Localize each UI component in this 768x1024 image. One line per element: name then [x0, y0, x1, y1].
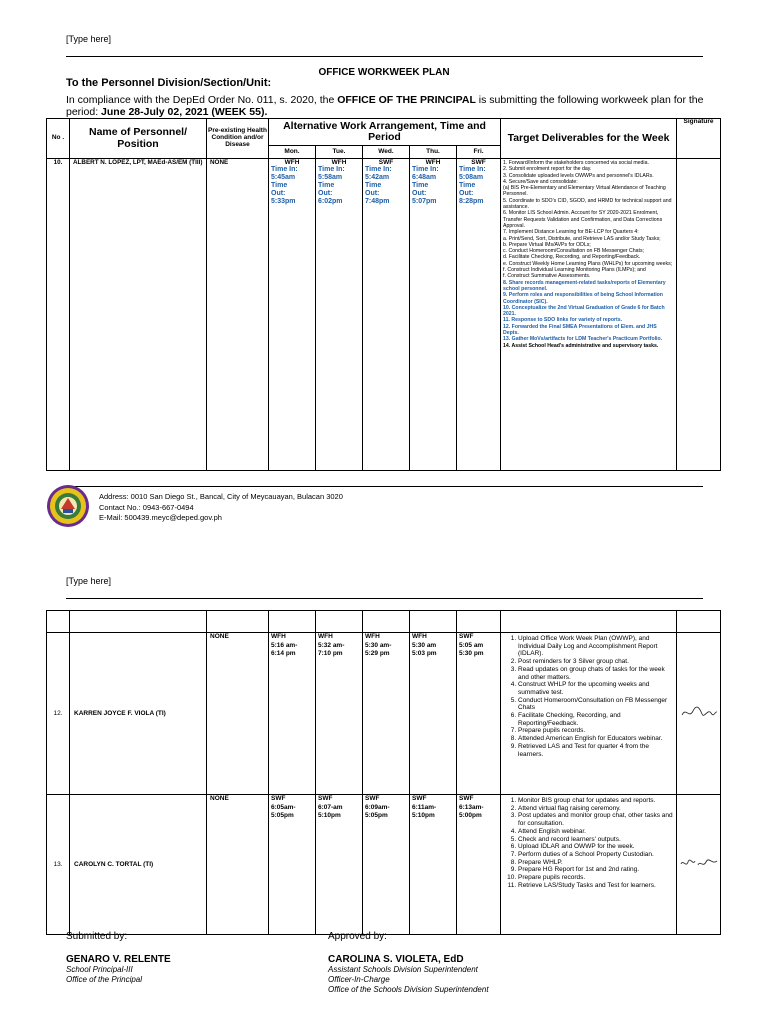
intro-office: OFFICE OF THE PRINCIPAL [337, 94, 476, 106]
arrangement-label: SWF [459, 633, 474, 640]
time-line: 5:05 am [459, 641, 484, 649]
deliverable-item: 9. Prepare HG Report for 1st and 2nd rating. [518, 866, 674, 874]
time-line: 5:10pm [412, 812, 435, 819]
personnel-name: ALBERT N. LOPEZ, LPT, MAEd-AS/EM (TIII) [70, 159, 207, 471]
approved-label: Approved by: [328, 931, 387, 942]
time-line: Time [459, 182, 476, 189]
deliverable-item: 14. Assist School Head's administrative and supervisory tasks. [503, 342, 659, 349]
workweek-table-2 [46, 610, 721, 935]
deliverables-list [503, 635, 674, 758]
empty-cell [207, 611, 269, 633]
header-target: Target Deliverables for the Week [501, 119, 677, 159]
deliverable-item: 7. Implement Distance Learning for BE-LCP for Quarters 4: [503, 229, 639, 236]
deliverable-item: 10. Conceptualize the 2nd Virtual Graduation of Grade 6 for Batch 2021. [503, 304, 665, 318]
time-line: 5:30 am- [365, 641, 392, 649]
time-line: 5:45am [271, 174, 296, 181]
time-line: Time In: [365, 166, 392, 173]
time-line: 5:10pm [318, 812, 341, 819]
empty-cell [47, 611, 70, 633]
tue-cell [316, 795, 363, 935]
signature-scribble-icon [679, 856, 719, 872]
arrangement-label: SWF [318, 795, 333, 802]
row-number: 13. [47, 795, 70, 935]
time-line: 6:48am [412, 174, 437, 181]
intro-text-2: is submitting the following workweek plan for the period: [66, 94, 704, 118]
time-schedule [316, 166, 362, 206]
thu-cell [410, 633, 457, 795]
to-line: To the Personnel Division/Section/Unit: [66, 77, 272, 89]
personnel-name: KARREN JOYCE F. VIOLA (TI) [70, 633, 207, 795]
time-line: 6:07-am [318, 803, 343, 811]
time-schedule [363, 166, 409, 206]
deliverable-item: 1. Forward/Inform the stakeholders concerned via social media. [503, 160, 649, 166]
deliverable-item: 8. Share records management-related tasks/reports of Elementary school personnel. [503, 279, 666, 292]
row-number: 10. [47, 159, 70, 471]
deliverable-item: 5. Coordinate to SDO's CID, SGOD, and HRMD for technical support and assistance. [503, 197, 672, 211]
deliverable-item: e. Construct Weekly Home Learning Plans (WHLPs) for upcoming weeks; [503, 260, 673, 267]
school-seal-icon [46, 484, 90, 528]
time-line: 6:02pm [318, 198, 343, 205]
time-line: Time In: [459, 166, 486, 173]
deliverable-item: c. Conduct Homeroom/Consultation on FB Messenger Chats; [503, 248, 644, 255]
tue-cell [316, 633, 363, 795]
deliverable-item: 13. Gather MoVs/artifacts for LDM Teacher's Practicum Portfolio. [503, 336, 663, 343]
time-line: 5:00pm [459, 812, 482, 819]
time-line: 5:30 pm [459, 650, 484, 657]
time-line: 7:48pm [365, 198, 390, 205]
deliverable-item: f. Construct Individual Learning Monitoring Plans (ILMPs); and [503, 267, 646, 274]
table-row [47, 159, 721, 471]
fri-cell [457, 633, 501, 795]
type-here-header-2: [Type here] [66, 576, 112, 586]
intro-text-1: In compliance with the DepEd Order No. 011, s. 2020, the [66, 94, 338, 106]
submitted-block [66, 931, 171, 985]
submitted-office: Office of the Principal [66, 975, 143, 984]
time-line: 5:33pm [271, 198, 296, 205]
table-row [47, 795, 721, 935]
header-signature: Signature [677, 119, 721, 159]
header-alt-work: Alternative Work Arrangement, Time and Period [269, 119, 501, 146]
deliverables-blue-list [503, 280, 674, 343]
time-line: Time [365, 182, 382, 189]
header-no: No . [47, 119, 70, 159]
deliverable-item: 7. Perform duties of a School Property Custodian. [518, 851, 674, 859]
approved-oic: Officer-In-Charge [328, 975, 390, 984]
header-day-thu: Thu. [410, 146, 457, 159]
health-condition: NONE [207, 795, 269, 935]
header-day-fri: Fri. [457, 146, 501, 159]
deliverable-item: 6. Monitor LIS School Admin. Account for SY 2020-2021 Enrolment, Transfer Requests Validation and Confirmation, and Data Corrections Approval. [503, 210, 663, 229]
arrangement-label: WFH [425, 159, 441, 166]
row-number: 12. [47, 633, 70, 795]
signature-cell [677, 633, 721, 795]
arrangement-label: WFH [284, 159, 300, 166]
arrangement-label: WFH [412, 633, 427, 640]
deliverables-black-list [503, 160, 674, 280]
arrangement-label: WFH [271, 633, 286, 640]
address-line: Address: 0010 San Diego St., Bancal, City of Meycauayan, Bulacan 3020 [99, 492, 343, 501]
target-deliverables [501, 159, 677, 471]
deliverable-item: 2. Post reminders for 3 Silver group chat. [518, 658, 674, 666]
deliverable-item: 9. Perform roles and responsibilities of being School Information Coordinator (SIC). [503, 292, 663, 305]
mon-cell [269, 795, 316, 935]
table-row [47, 633, 721, 795]
arrangement-label: SWF [412, 795, 427, 802]
deliverable-item: 3. Read updates on group chats of tasks for the week and other matters. [518, 666, 674, 681]
header-health: Pre-existing Health Condition and/or Disease [207, 119, 269, 159]
time-line: 5:32 am- [318, 641, 345, 649]
time-line: 5:07pm [412, 198, 437, 205]
empty-cell [677, 611, 721, 633]
time-line: Out: [318, 190, 333, 197]
header-rule-2 [66, 598, 703, 599]
empty-cell [70, 611, 207, 633]
approved-office: Office of the Schools Division Superintendent [328, 985, 489, 994]
type-here-header: [Type here] [66, 34, 112, 44]
arrangement-label: SWF [471, 159, 486, 166]
thu-cell [410, 795, 457, 935]
empty-cell [316, 611, 363, 633]
deliverables-list [503, 797, 674, 889]
deliverable-item: 4. Secure/Save and consolidate: [503, 178, 578, 185]
deliverable-item: 2. Attend virtual flag raising ceremony. [518, 805, 674, 813]
mon-cell [269, 159, 316, 471]
submitted-position: School Principal-III [66, 965, 133, 974]
time-line: 6:05am- [271, 803, 296, 811]
deliverable-item: 9. Retrieved LAS and Test for quarter 4 from the learners. [518, 743, 674, 758]
empty-cell [501, 611, 677, 633]
target-deliverables [501, 795, 677, 935]
deliverable-item: 12. Forwarded the Final SMEA Presentations of Elem. and JHS Depts. [503, 323, 657, 337]
mon-cell [269, 633, 316, 795]
empty-cell [363, 611, 410, 633]
deliverable-item: 10. Prepare pupils records. [518, 874, 674, 882]
deliverable-item: 8. Attended American English for Educators webinar. [518, 735, 674, 743]
arrangement-label: SWF [271, 795, 286, 802]
arrangement-label: SWF [365, 795, 380, 802]
deliverable-item: 1. Monitor BIS group chat for updates and reports. [518, 797, 674, 805]
time-line: Out: [412, 190, 427, 197]
signature-scribble-icon [680, 705, 718, 721]
time-line: Time [318, 182, 335, 189]
time-line: Out: [365, 190, 380, 197]
thu-cell [410, 159, 457, 471]
time-line: 5:08am [459, 174, 484, 181]
deliverable-item: 3. Post updates and monitor group chat, other tasks and for consultation. [518, 812, 674, 827]
time-line: 6:09am- [365, 803, 390, 811]
deliverable-item: 11. Retrieve LAS/Study Tasks and Test for learners. [518, 882, 674, 890]
intro-period: June 28-July 02, 2021 (WEEK 55). [101, 106, 268, 118]
time-line: 6:13am- [459, 803, 484, 811]
deliverable-item: 7. Prepare pupils records. [518, 727, 674, 735]
approved-name: CAROLINA S. VIOLETA, EdD [328, 954, 464, 965]
health-condition: NONE [207, 159, 269, 471]
time-line: 5:16 am- [271, 641, 298, 649]
intro-paragraph [66, 94, 706, 118]
personnel-name: CAROLYN C. TORTAL (TI) [70, 795, 207, 935]
signature-cell [677, 159, 721, 471]
deliverable-item: 2. Submit enrolment report for the day. [503, 166, 592, 173]
header-day-mon: Mon. [269, 146, 316, 159]
footer-rule [66, 486, 703, 487]
time-line: 5:29 pm [365, 650, 390, 657]
wed-cell [363, 795, 410, 935]
time-line: Out: [271, 190, 286, 197]
deliverable-item: f. Construct Summative Assessments. [503, 273, 591, 280]
submitted-label: Submitted by: [66, 931, 128, 942]
deliverable-item: (a) BIS Pre-Elementary and Elementary Virtual Attendance of Teaching Personnel. [503, 185, 666, 198]
email-line: E-Mail: 500439.meyc@deped.gov.ph [99, 513, 222, 522]
time-schedule [457, 166, 500, 206]
time-line: Out: [459, 190, 474, 197]
approved-block [328, 931, 489, 995]
time-line: Time In: [271, 166, 298, 173]
deliverable-item: 11. Response to SDO links for variety of reports. [503, 317, 623, 324]
empty-cell [269, 611, 316, 633]
arrangement-label: WFH [318, 633, 333, 640]
time-line: 6:14 pm [271, 650, 296, 657]
deliverable-item: 4. Construct WHLP for the upcoming weeks and summative test. [518, 681, 674, 696]
time-schedule [410, 166, 456, 206]
deliverable-item: b. Prepare Virtual IMs/AVPs for ODLs; [503, 241, 591, 248]
time-line: 6:11am- [412, 803, 437, 811]
arrangement-label: WFH [331, 159, 347, 166]
approved-position: Assistant Schools Division Superintendent [328, 965, 478, 974]
health-condition: NONE [207, 633, 269, 795]
arrangement-label: SWF [459, 795, 474, 802]
fri-cell [457, 795, 501, 935]
submitted-name: GENARO V. RELENTE [66, 954, 171, 965]
deliverable-item: 1. Upload Office Work Week Plan (OWWP), and Individual Daily Log and Accomplishment Report (IDLAR). [518, 635, 674, 658]
arrangement-label: WFH [365, 633, 380, 640]
wed-cell [363, 633, 410, 795]
contact-line: Contact No.: 0943-667-0494 [99, 502, 194, 512]
deliverable-item: 5. Check and record learners' outputs. [518, 836, 674, 844]
deliverable-item: 8. Prepare WHLP. [518, 859, 674, 867]
time-line: 5:05pm [271, 812, 294, 819]
header-day-wed: Wed. [363, 146, 410, 159]
time-line: Time In: [412, 166, 439, 173]
deliverable-item: 6. Facilitate Checking, Recording, and Reporting/Feedback. [518, 712, 674, 727]
deliverable-item: 3. Consolidate uploaded levels OWWPs and personnel's IDLARs. [503, 172, 654, 179]
time-line: 5:30 am [412, 641, 437, 649]
header-day-tue: Tue. [316, 146, 363, 159]
target-deliverables [501, 633, 677, 795]
time-line: 5:05pm [365, 812, 388, 819]
deliverable-item: 4. Attend English webinar. [518, 828, 674, 836]
empty-cell [457, 611, 501, 633]
address-block [99, 492, 343, 524]
table-row [47, 611, 721, 633]
workweek-table-1 [46, 118, 721, 471]
time-schedule [269, 166, 315, 206]
deliverable-item: a. Print/Send, Sort, Distribute, and Retrieve LAS and/or Study Tasks; [503, 235, 661, 242]
time-line: Time [271, 182, 288, 189]
time-line: 5:03 pm [412, 650, 437, 657]
deliverable-item: d. Facilitate Checking, Recording, and Reporting/Feedback. [503, 254, 641, 261]
arrangement-label: SWF [378, 159, 394, 166]
header-name: Name of Personnel/ Position [70, 119, 207, 159]
time-line: 5:42am [365, 174, 390, 181]
wed-cell [363, 159, 410, 471]
time-line: 7:10 pm [318, 650, 343, 657]
empty-cell [410, 611, 457, 633]
time-line: Time [412, 182, 429, 189]
deliverable-item: 5. Conduct Homeroom/Consultation on FB Messenger Chats [518, 697, 674, 712]
time-line: Time In: [318, 166, 345, 173]
signature-cell [677, 795, 721, 935]
time-line: 5:58am [318, 174, 343, 181]
deliverable-item: 6. Upload IDLAR and OWWP for the week. [518, 843, 674, 851]
fri-cell [457, 159, 501, 471]
tue-cell [316, 159, 363, 471]
time-line: 8:28pm [459, 198, 484, 205]
header-rule [66, 56, 703, 57]
document-title: OFFICE WORKWEEK PLAN [318, 67, 450, 78]
